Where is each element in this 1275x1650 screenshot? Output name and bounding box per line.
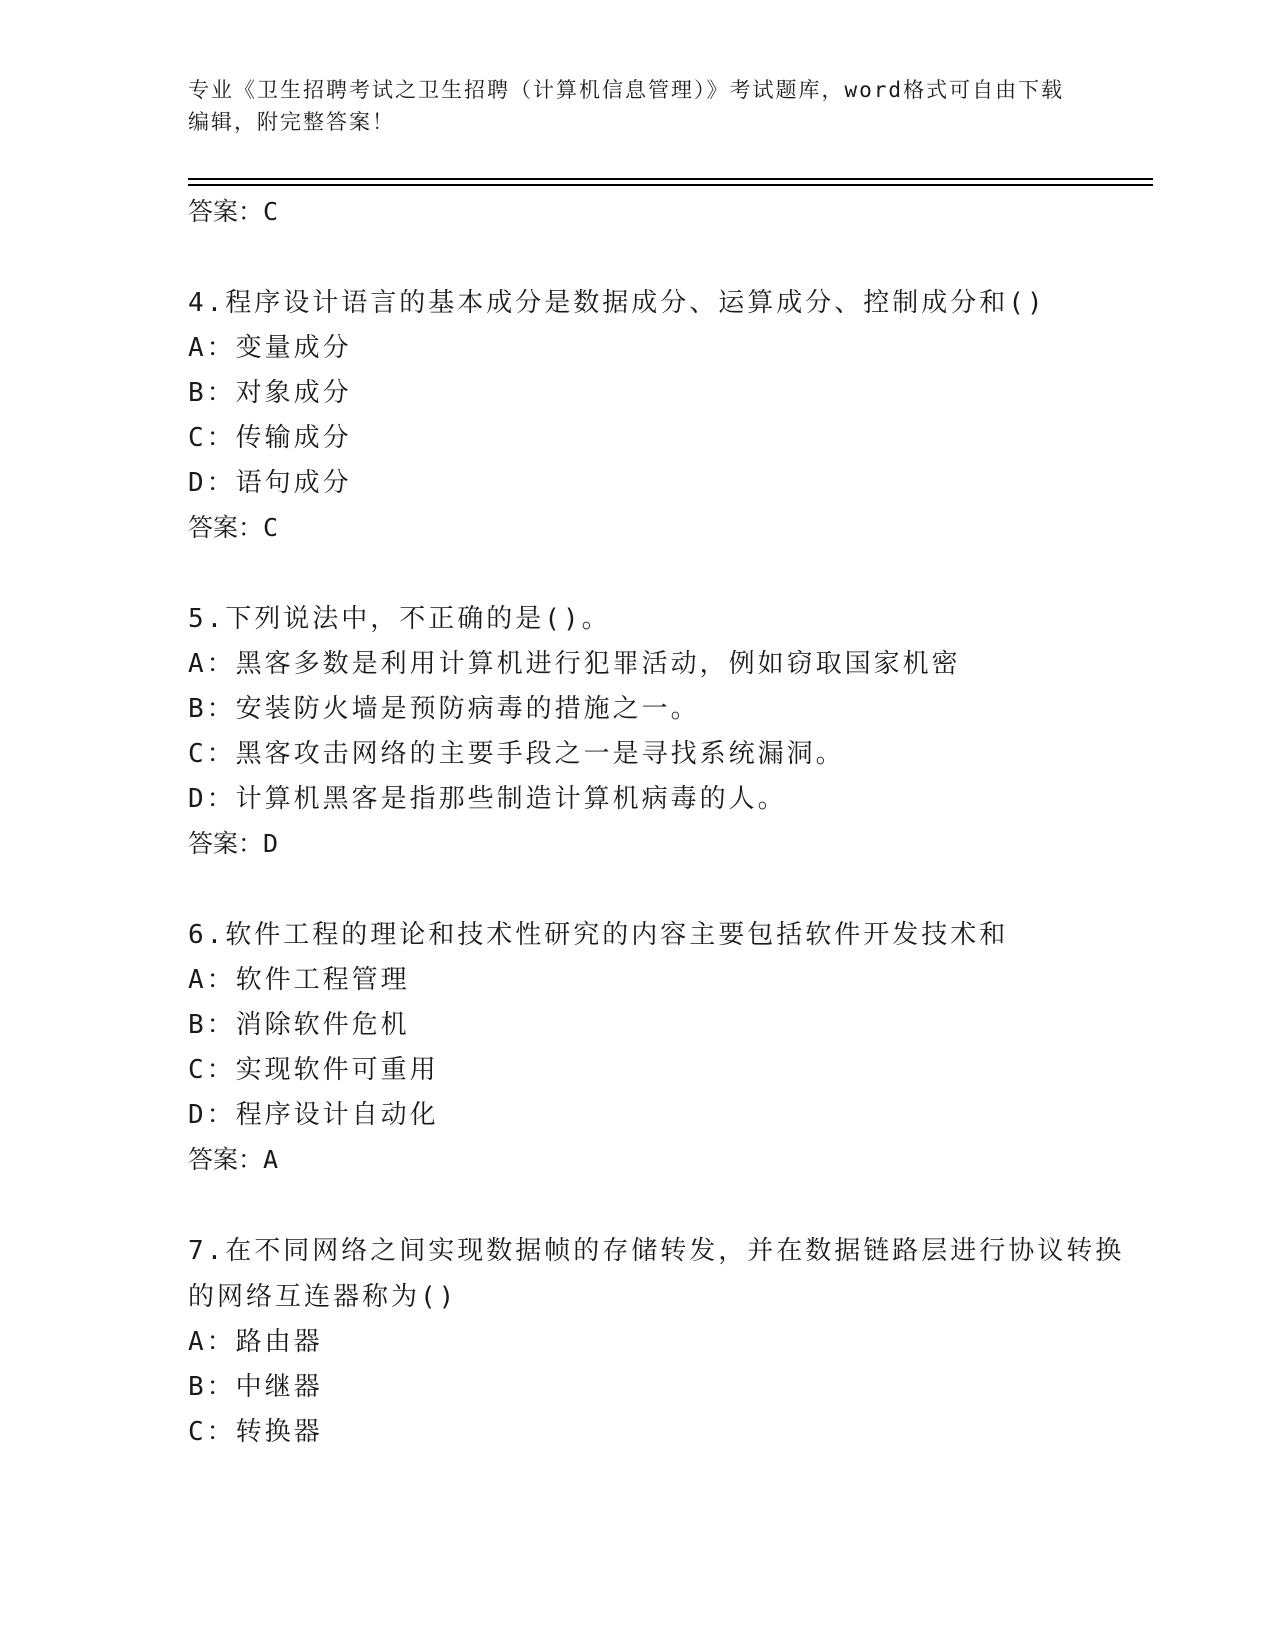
option-a: A：黑客多数是利用计算机进行犯罪活动，例如窃取国家机密 — [188, 649, 961, 679]
question-stem: 5.下列说法中，不正确的是()。 — [188, 604, 611, 634]
question-4 — [188, 280, 1148, 550]
option-b: B：消除软件危机 — [188, 1010, 410, 1040]
answer-line: 答案：C — [188, 513, 279, 542]
question-stem: 4.程序设计语言的基本成分是数据成分、运算成分、控制成分和() — [188, 288, 1046, 318]
option-d: D：语句成分 — [188, 468, 352, 498]
option-c: C：黑客攻击网络的主要手段之一是寻找系统漏洞。 — [188, 739, 845, 769]
option-c: C：传输成分 — [188, 423, 352, 453]
header-divider-top — [188, 178, 1153, 180]
header-text: 专业《卫生招聘考试之卫生招聘（计算机信息管理）》考试题库，word格式可自由下载编辑，附完整答案！ — [188, 78, 1065, 134]
option-a: A：软件工程管理 — [188, 965, 410, 995]
question-stem: 6.软件工程的理论和技术性研究的内容主要包括软件开发技术和 — [188, 920, 1009, 950]
document-header — [188, 74, 1068, 138]
question-6 — [188, 912, 1148, 1182]
option-a: A：变量成分 — [188, 333, 352, 363]
question-list — [188, 190, 1148, 1455]
option-c: C：实现软件可重用 — [188, 1055, 439, 1085]
option-b: B：中继器 — [188, 1372, 323, 1402]
header-divider-bottom — [188, 184, 1153, 186]
option-c: C：转换器 — [188, 1417, 323, 1447]
option-d: D：程序设计自动化 — [188, 1100, 439, 1130]
option-a: A：路由器 — [188, 1327, 323, 1357]
answer-line: 答案：D — [188, 829, 279, 858]
option-b: B：安装防火墙是预防病毒的措施之一。 — [188, 694, 700, 724]
question-stem: 7.在不同网络之间实现数据帧的存储转发，并在数据链路层进行协议转换的网络互连器称为() — [188, 1236, 1125, 1312]
question-7 — [188, 1228, 1148, 1455]
option-d: D：计算机黑客是指那些制造计算机病毒的人。 — [188, 784, 787, 814]
answer-line: 答案：A — [188, 1145, 279, 1174]
option-b: B：对象成分 — [188, 378, 352, 408]
question-5 — [188, 596, 1148, 866]
answer-line: 答案：C — [188, 197, 279, 226]
